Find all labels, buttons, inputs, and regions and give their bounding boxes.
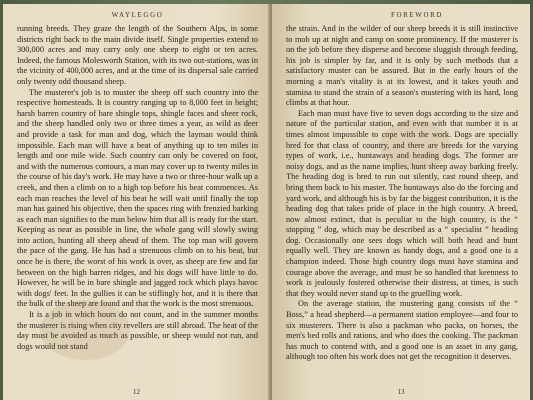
paragraph: running breeds. They graze the length of the Southern Alps, in some districts right back to the main divide itself. Single properties extend to 300,000 acres and may carry only one sheep to eight or ten acres. Indeed, the famous Molesworth Station, with its two out-stations, was in the vicinity of 400,000 acres, and at the time of its dispersal sale carried only twenty odd thousand sheep. [17, 24, 258, 86]
page-number-left: 12 [133, 388, 140, 396]
paragraph: The musterer's job is to muster the sheep off such country into the respective homesteads. It is country ranging up to 8,000 feet in height; harsh barren country of bare shingle tops, shingle faces and sheer rock, and the sheep handled only two or three times a year, as wild as deer and provide a task for man and dog, which the layman would think impossible. Each man will have a beat of anything up to ten miles in length and one mile wide. Such country can only be covered on foot, and with the numerous contours, a man may cover up to twenty miles in the course of his day's work. He may have a two or three-hour walk up a creek, and then a climb on to a high top before his beat commences. As each man reaches the level of his beat he will wait until finally the top man has gained his objective, then the spaces ring with frenzied barking as each man signifies to the man below him that all is ready for the start. Keeping as near as possible in line, the whole gang will slowly swing into action, hunting all sheep ahead of them. The top man will govern the pace of the gang. He has had a strenuous climb on to his beat, but once he is there, the worst of his work is over, as sheep are few and far between on the high barren ridges, and his dogs will have little to do. However, he will be in bare shingle and jagged rock which plays havoc with dogs' feet. In the gullies it can be stiflingly hot, and it is there that the bulk of the sheep are found and that the work is the most strenuous. [17, 87, 258, 309]
paragraph: the strain. And in the wilder of our sheep breeds it is still instinctive to mob up at night and camp on some prominency. If the musterer is on the job before they disperse and become sluggish through feeding, his job is simpler by far, and it is only by such methods that a satisfactory muster can be assured. But in the early hours of the morning a man's vitality is at its lowest, and it takes youth and stamina to stand the strain of a season's mustering with its hard, long climbs at that hour. [286, 24, 518, 108]
paragraph: Each man must have five to seven dogs according to the size and nature of the particular station, and even with that number it is at times almost impossible to cope with the work. Dogs are specially bred for that class of country, and there are breeds for the varying types of work, i.e., huntaways and heading dogs. The former are noisy dogs, and as the name implies, hunt sheep away barking freely. The heading dog is bred to run out silently, cast round sheep, and bring them back to his master. The huntaways also do the forcing and yard work, and although his is by far the biggest contribution, it is the heading dog that takes pride of place in the high country. A breed, now almost extinct, that is peculiar to the high country, is the “ stopping ” dog, which may be described as a “ specialist ” heading dog. Occasionally one sees dogs which will both head and hunt equally well. They are known as handy dogs, and a good one is a champion indeed. Those high country dogs must have stamina and courage above the average, and must be so handled that keenness to work is jealously fostered otherwise their distress, at times, is such that they would never stand up to the gruelling work. [286, 108, 518, 298]
left-page-body [17, 24, 258, 352]
running-head-left: WAYLEGGO [111, 11, 164, 19]
page-number-right: 13 [397, 388, 405, 396]
paragraph: On the average station, the mustering gang consists of the “ Boss,” a head shepherd—a permanent station employee—and four to six musterers. There is also a packman who packs, on horses, the men's bed rolls and rations, and who does the cooking. The packman has much to contend with, and a good one is an asset in any gang, although too often his work does not get the recognition it deserves. [286, 299, 518, 362]
right-page-body [286, 24, 518, 363]
left-page [3, 4, 270, 400]
running-head-right: FOREWORD [390, 11, 444, 19]
right-page [272, 4, 530, 400]
paragraph: It is a job in which hours do not count, and in the summer months the musterer is rising when city revellers are still abroad. The heat of the day must be avoided as much as possible, or sheep would not run, and dogs would not stand [17, 310, 258, 351]
